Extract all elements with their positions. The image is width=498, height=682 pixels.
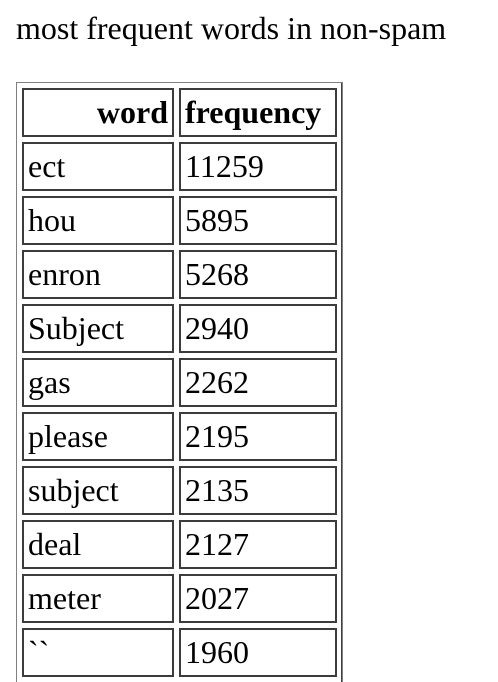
table-row [22, 574, 337, 623]
table-header-row [22, 88, 337, 137]
frequency-cell: 2940 [179, 304, 337, 353]
table-row [22, 304, 337, 353]
word-cell: please [22, 412, 174, 461]
frequency-cell: 2135 [179, 466, 337, 515]
frequency-cell: 2262 [179, 358, 337, 407]
column-header-frequency: frequency [179, 88, 337, 137]
word-cell: enron [22, 250, 174, 299]
page-title: most frequent words in non-spam [16, 10, 447, 46]
table-row [22, 520, 337, 569]
column-header-word: word [22, 88, 174, 137]
word-cell: Subject [22, 304, 174, 353]
table-container [16, 82, 343, 682]
frequency-cell: 2195 [179, 412, 337, 461]
table-row [22, 412, 337, 461]
frequency-cell: 5268 [179, 250, 337, 299]
frequency-cell: 11259 [179, 142, 337, 191]
frequency-cell: 5895 [179, 196, 337, 245]
frequency-table [17, 83, 342, 682]
word-cell: subject [22, 466, 174, 515]
word-cell: meter [22, 574, 174, 623]
table-row [22, 250, 337, 299]
word-cell: ect [22, 142, 174, 191]
table-row [22, 628, 337, 677]
table-row [22, 466, 337, 515]
word-cell: deal [22, 520, 174, 569]
word-cell: hou [22, 196, 174, 245]
word-cell: gas [22, 358, 174, 407]
frequency-cell: 2127 [179, 520, 337, 569]
frequency-cell: 2027 [179, 574, 337, 623]
table-row [22, 142, 337, 191]
word-cell: `` [22, 628, 174, 677]
table-row [22, 358, 337, 407]
table-row [22, 196, 337, 245]
frequency-cell: 1960 [179, 628, 337, 677]
